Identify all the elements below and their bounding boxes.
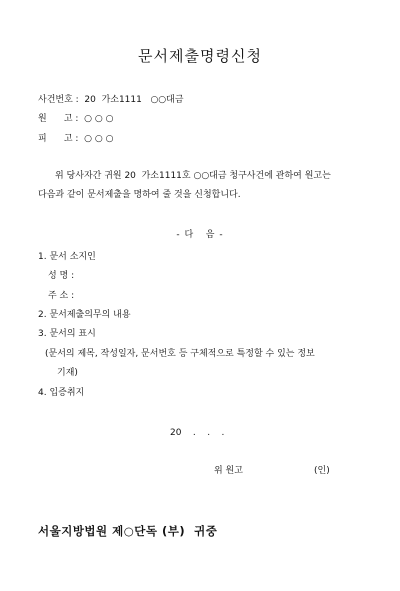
section-heading: - 다 음 - [176,230,224,240]
date-line: 20 . . . [170,428,225,438]
seal-mark: (인) [314,466,330,476]
court-addressee: 서울지방법원 제○단독 (부) 귀중 [38,524,218,538]
item-3-label: 3. 문서의 표시 [38,329,96,339]
case-number-line: 사건번호 : 20 가소1111 ○○대금 [38,95,184,105]
item-3-note-line-1: (문서의 제목, 작성일자, 문서번호 등 구체적으로 특정할 수 있는 정보 [45,349,315,359]
item-4-label: 4. 입증취지 [38,388,85,398]
body-paragraph-line-1: 위 당사자간 귀원 20 가소1111호 ○○대금 청구사건에 관하여 원고는 [55,171,331,181]
item-1-name-label: 성 명 : [48,271,75,281]
defendant-line: 피 고 : ○ ○ ○ [38,134,114,144]
signer-label: 위 원고 [214,466,243,476]
plaintiff-line: 원 고 : ○ ○ ○ [38,114,114,124]
body-paragraph-line-2: 다음과 같이 문서제출을 명하여 줄 것을 신청합니다. [38,190,241,200]
item-1-label: 1. 문서 소지인 [38,252,96,262]
item-3-note-line-2: 기재) [57,368,78,378]
item-2-label: 2. 문서제출의무의 내용 [38,310,131,320]
document-title: 문서제출명령신청 [138,47,262,65]
item-1-address-label: 주 소 : [48,291,75,301]
